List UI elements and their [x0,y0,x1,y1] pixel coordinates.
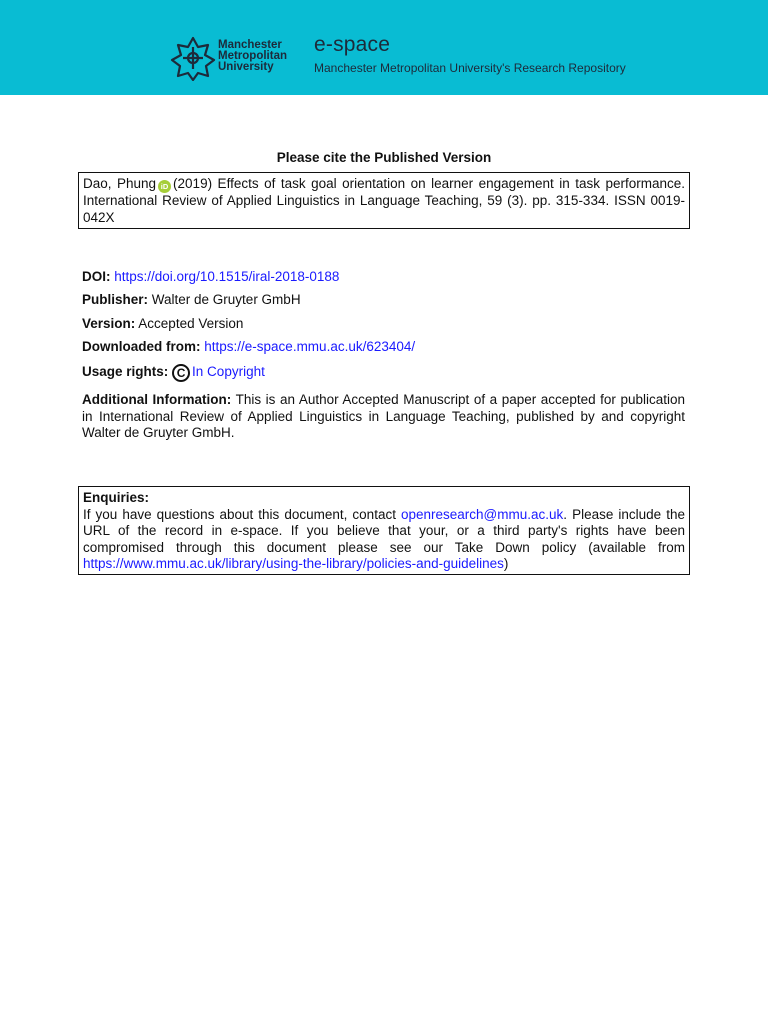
wordmark-line-3: University [218,61,274,73]
downloaded-link[interactable]: https://e-space.mmu.ac.uk/623404/ [204,339,416,354]
policy-link[interactable]: https://www.mmu.ac.uk/library/using-the-library/policies-and-guidelines [83,556,504,571]
orcid-icon[interactable]: iD [158,180,171,193]
enquiries-closing: ) [503,556,509,571]
enquiries-box [78,486,690,575]
publisher-label: Publisher: [82,292,149,307]
citation-author: Dao, Phung [83,176,157,191]
enquiries-text-2: . Please include the URL of the record in e-space. If you believe that your, or a third party's rights have been compromised through this document please see our Take Down policy (available from [83,506,685,555]
citation-box [78,172,690,229]
version-value: Accepted Version [138,316,244,331]
version-row [82,316,243,331]
wordmark-line-2: Metropolitan [218,50,287,62]
additional-info-text: This is an Author Accepted Manuscript of a paper accepted for publication in International Review of Applied Linguistics in Language Teaching, published by and copyright Walter de Gruyter GmbH. [82,392,686,440]
downloaded-label: Downloaded from: [82,339,201,354]
usage-row [82,364,265,382]
publisher-value: Walter de Gruyter GmbH [151,292,301,307]
citation-details: (2019) Effects of task goal orientation on learner engagement in task performance. International Review of Applied Linguistics in Language Teaching, 59 (3). pp. 315-334. ISSN 0019-042X [83,176,685,225]
enquiries-text-1: If you have questions about this document, contact [83,506,396,522]
usage-label: Usage rights: [82,364,169,379]
mmu-logo-icon [170,35,216,81]
contact-email-link[interactable]: openresearch@mmu.ac.uk [401,506,564,522]
publisher-row [82,292,301,307]
additional-info-label: Additional Information: [82,392,232,407]
repository-subtitle: Manchester Metropolitan University's Research Repository [314,61,626,75]
repository-header [0,0,768,95]
doi-link[interactable]: https://doi.org/10.1515/iral-2018-0188 [114,269,340,284]
repository-title: e-space [314,33,391,56]
doi-row [82,269,339,284]
copyright-icon: C [172,364,190,382]
version-label: Version: [82,316,136,331]
wordmark-line-1: Manchester [218,39,282,51]
usage-link[interactable]: In Copyright [192,364,265,379]
doi-label: DOI: [82,269,111,284]
additional-information [82,392,685,442]
university-wordmark [218,40,287,73]
enquiries-label: Enquiries: [83,490,150,505]
cite-heading: Please cite the Published Version [276,150,492,165]
downloaded-row [82,339,415,354]
